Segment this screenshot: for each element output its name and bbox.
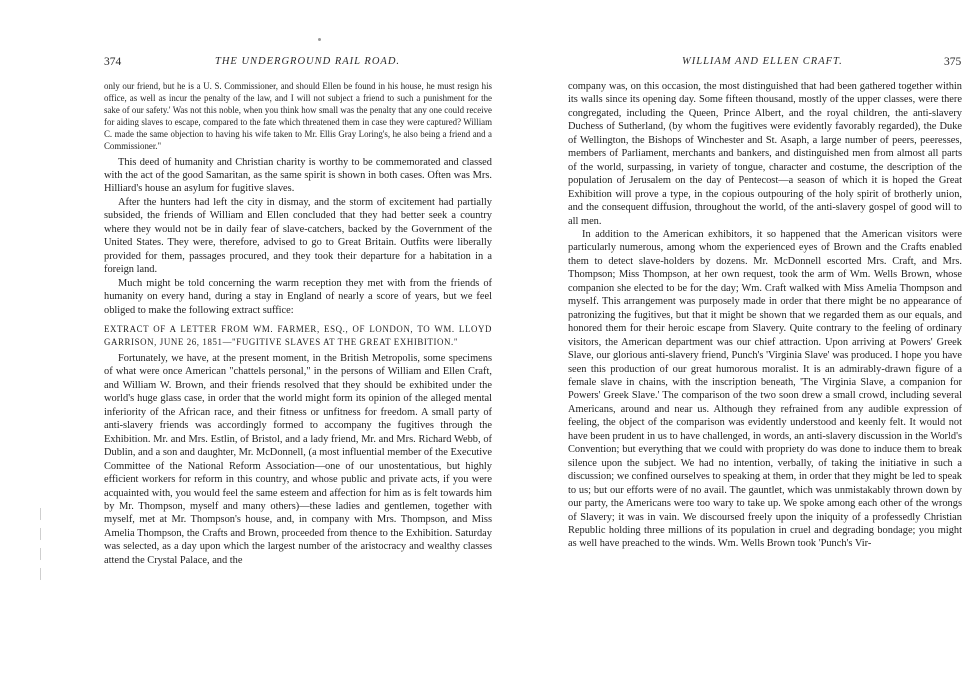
right-page-number: 375 — [944, 56, 962, 68]
right-page-body — [568, 80, 962, 551]
paragraph: Much might be told concerning the warm reception they met with from the friends of humanity on every hand, during a stay in England of nearly a score of years, but we feel obliged to make the following extract suffice: — [104, 277, 492, 316]
left-page-number: 374 — [104, 56, 122, 68]
paragraph: This deed of humanity and Christian charity is worthy to be commemorated and classed with the act of the good Samaritan, as the same spirit is shown in both cases. Often was Mrs. Hilliard's house an asylum for fugitive slaves. — [104, 156, 492, 195]
right-running-title: WILLIAM AND ELLEN CRAFT. — [682, 56, 843, 67]
paragraph: Fortunately, we have, at the present moment, in the British Metropolis, some specimens of what were once American "chattels personal," in the persons of William and Ellen Craft, and William W. Brown, and their friends resolved that they should be exhibited under the world's huge glass case, in order that the world might form its opinion of the alleged mental inferiority of the African race, and their fitness or unfitness for freedom. A small party of anti-slavery friends was accordingly formed to accompany the fugitives through the Exhibition. Mr. and Mrs. Estlin, of Bristol, and a lady friend, Mr. and Mrs. Richard Webb, of Dublin, and a son and daughter, Mr. McDonnell, (a most influential member of the Executive Committee of the National Reform Association—one of our unostentatious, but highly efficient workers for reform in this country, and whose public and private acts, if you were acquainted with, you would feel the same esteem and affection for him as is felt towards him by Mr. Thompson, myself and many others)—these ladies and gentlemen, together with myself, met at Mr. Thompson's house, and, in company with Mrs. Thompson, and Miss Amelia Thompson, the Crafts and Brown, proceeded from thence to the Exhibition. Saturday was selected, as a day upon which the largest number of the aristocracy and wealthy classes attend the Crystal Palace, and the — [104, 353, 492, 566]
paragraph: In addition to the American exhibitors, it so happened that the American visitors were particularly numerous, among whom the experienced eyes of Brown and the Crafts enabled them to detect slave-holders by dozens. Mr. McDonnell escorted Mrs. Craft, and Mrs. Thompson; Miss Thompson, at her own request, took the arm of Wm. Wells Brown, whose companion she elected to be for the day; Wm. Craft walked with Miss Amelia Thompson and myself. This arrangement was purposely made in order that there might be no appearance of patronizing the fugitives, but that it might be shown that we regarded them as our equals, and honored them for their heroic escape from Slavery. Quite contrary to the feeling of ordinary visitors, the American department was our chief attraction. Upon arriving at Powers' Greek Slave, our glorious anti-slavery friend, Punch's 'Virginia Slave' was produced. I hope you have seen this production of our great humorous moralist. It is an admirably-drawn figure of a female slave in chains, with the inscription beneath, 'The Virginia Slave, a companion for Powers' Greek Slave.' The comparison of the two soon drew a small crowd, including several Americans, around and near us. Although they refrained from any audible expression of feeling, the object of the comparison was evidently understood and keenly felt. It would not have been prudent in us to have challenged, in words, an anti-slavery discussion in the World's Convention; but everything that we could with propriety do was done to induce them to break silence upon the subject. We had no intention, verbally, of taking the initiative in such a discussion; we confined ourselves to speaking at them, in order that they might be led to speak to us; but our efforts were of no avail. The gauntlet, which was unmistakably thrown down by our party, the Americans were too wary to take up. We spoke among each other of the wrongs of Slavery; it was in vain. We discoursed freely upon the iniquity of a professedly Christian Republic holding three millions of its population in cruel and degrading bondage; you might as well have preached to the winds. Wm. Wells Brown took 'Punch's Vir- — [568, 228, 962, 550]
paragraph: company was, on this occasion, the most distinguished that had been gathered together within its walls since its opening day. Some fifteen thousand, mostly of the upper classes, were there congregated, including the Queen, Prince Albert, and the royal children, the anti-slavery Duchess of Sutherland, (by whom the fugitives were evidently favorably regarded), the Duke of Wellington, the Bishops of Winchester and St. Asaph, a large number of peers, peeresses, members of Parliament, merchants and bankers, and distinguished men from almost all parts of the world, surpassing, in variety of tongue, character and costume, the description of the population of Jerusalem on the day of Pentecost—a season of which it is hoped the Great Exhibition will prove a type, in the copious outpouring of the holy spirit of brotherly union, and the consequent diffusion, throughout the world, of the anti-slavery gospel of good will to all men. — [568, 81, 962, 227]
margin-marks — [36, 500, 48, 610]
footnote: only our friend, but he is a U. S. Commissioner, and should Ellen be found in his house, he must resign his office, as well as incur the penalty of the law, and I will not subject a friend to such a punishment for the sake of our safety.' Was not this noble, when you think how small was the penalty that any one could receive for aiding slaves to escape, compared to the fate which threatened them in case they were captured? William C. made the same objection to having his wife taken to Mr. Ellis Gray Loring's, he also being a friend and a Commissioner." — [104, 81, 492, 152]
extract-heading: EXTRACT OF A LETTER FROM WM. FARMER, ESQ., OF LONDON, TO WM. LLOYD GARRISON, JUNE 26, 1851—"FUGITIVE SLAVES AT THE GREAT EXHIBITION." — [104, 324, 492, 347]
left-running-title: THE UNDERGROUND RAIL ROAD. — [215, 56, 401, 67]
paragraph: After the hunters had left the city in dismay, and the storm of excitement had partially subsided, the friends of William and Ellen concluded that they had better seek a country where they would not be in daily fear of slave-catchers, backed by the Government of the United States. They were, therefore, advised to go to Great Britain. Outfits were liberally provided for them, passages procured, and they took their departure for a habitation in a foreign land. — [104, 196, 492, 276]
specks — [318, 38, 321, 41]
left-page-body — [104, 80, 492, 567]
